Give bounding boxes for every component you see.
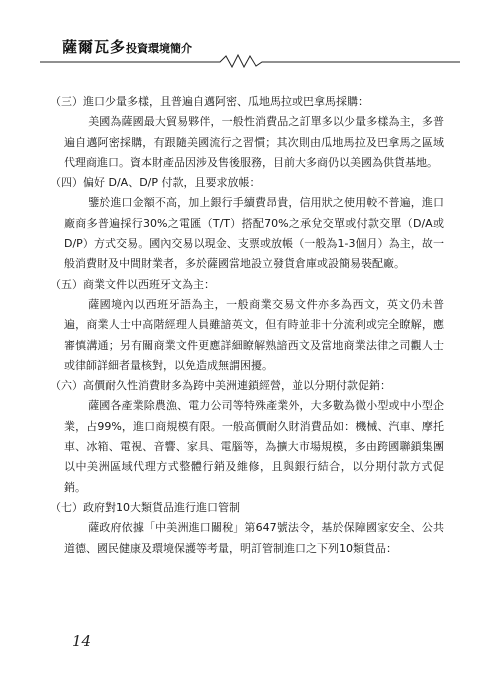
section-body-5: 薩國境內以西班牙語為主，一般商業交易文件亦多為西文，英文仍未普遍，商業人士中高階經理人員雖諳英文，但有時並非十分流利或完全瞭解，應審慎溝通；另有關商業文件更應詳細瞭解熟諳西文及當地商業法律之司觀人士或律師詳細者量核對，以免造成無謂困擾。: [64, 297, 444, 372]
section-body-6: 薩國各產業除農漁、電力公司等特殊產業外，大多數為微小型或中小型企業，占99%，進口商規模有限。一般高價耐久財消費品如：機械、汽車、摩托車、冰箱、電視、音響、家具、電腦等，為擴大市場規模，多由跨國聯鎖集團以中美洲區域代理方式整體行銷及維修，且與銀行結合，以分期付款方式促銷。: [64, 399, 444, 494]
document-body: [50, 92, 444, 559]
header-title-sub: 投資環境簡介: [126, 42, 193, 55]
header-title-main: 薩爾瓦多: [62, 38, 127, 56]
section-heading-6: （六）高價耐久性消費財多為跨中美洲連鎖經營，並以分期付款促銷：: [50, 379, 391, 393]
section-body-3: 美國為薩國最大貿易夥伴，一般性消費品之訂單多以少量多樣為主，多普遍自邁阿密採購，有跟隨美國流行之習慣；其次則由瓜地馬拉及巴拿馬之區域代理商進口。資本財產品因涉及售後服務，目前大多商仍以美國為供貨基地。: [64, 115, 444, 169]
header-title: [62, 36, 192, 57]
section-heading-7: （七）政府對10大類貨品進行進口管制: [50, 500, 240, 514]
page-number: 14: [72, 632, 92, 650]
section-body-4: 鑒於進口金額不高，加上銀行手續費昂貴，信用狀之使用較不普遍，進口廠商多普遍採行30%之電匯（T/T）搭配70%之承兌交單或付款交單（D/A或D/P）方式交易。國內交易以現金、支票或放帳（一般為1-3個月）為主，故一般消費財及中間財業者，多於薩國當地設立發貨倉庫或設簡易裝配廠。: [64, 196, 444, 271]
section-heading-3: （三）進口少量多樣，且普遍自邁阿密、瓜地馬拉或巴拿馬採購：: [50, 95, 369, 108]
section-heading-4: （四）偏好 D/A、D/P 付款，且要求放帳：: [50, 176, 261, 190]
section-body-7: 薩政府依據「中美洲進口關稅」第647號法令，基於保障國家安全、公共道德、國民健康及環境保護等考量，明訂管制進口之下列10類貨品：: [64, 521, 444, 555]
page-header: [40, 32, 460, 72]
section-heading-5: （五）商業文件以西班牙文為主：: [50, 277, 215, 291]
